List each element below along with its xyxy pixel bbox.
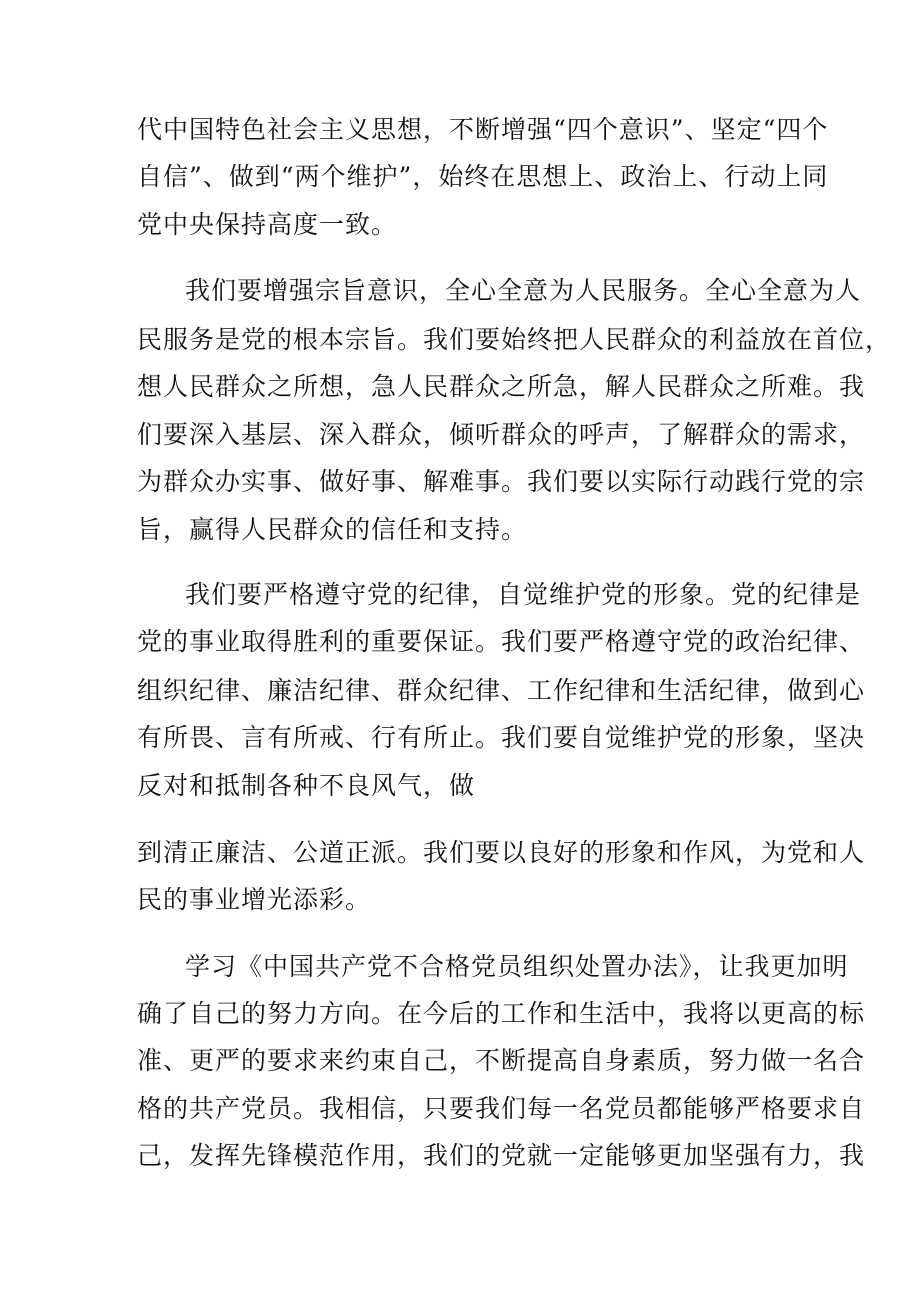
text-line: 己，发挥先锋模范作用，我们的党就一定能够更加坚强有力，我	[137, 1141, 866, 1170]
text-line: 组织纪律、廉洁纪律、群众纪律、工作纪律和生活纪律，做到心	[137, 676, 866, 705]
text-line: 党中央保持高度一致。	[137, 210, 398, 239]
text-line: 自信”、做到“两个维护”，始终在思想上、政治上、行动上同	[137, 162, 829, 191]
text-line: 旨，赢得人民群众的信任和支持。	[137, 515, 528, 544]
text-line: 我们要严格遵守党的纪律，自觉维护党的形象。党的纪律是	[185, 580, 862, 609]
text-line: 到清正廉洁、公道正派。我们要以良好的形象和作风，为党和人	[137, 838, 866, 867]
text-line: 有所畏、言有所戒、行有所止。我们要自觉维护党的形象，坚决	[137, 723, 866, 752]
text-line: 反对和抵制各种不良风气，做	[137, 771, 476, 800]
text-line: 代中国特色社会主义思想，不断增强“四个意识”、坚定“四个	[137, 115, 829, 144]
text-line: 准、更严的要求来约束自己，不断提高自身素质，努力做一名合	[137, 1046, 866, 1075]
text-line: 为群众办实事、做好事、解难事。我们要以实际行动践行党的宗	[137, 467, 866, 496]
text-line: 我们要增强宗旨意识，全心全意为人民服务。全心全意为人	[185, 276, 862, 305]
text-line: 格的共产党员。我相信，只要我们每一名党员都能够严格要求自	[137, 1094, 866, 1123]
text-line: 们要深入基层、深入群众，倾听群众的呼声，了解群众的需求，	[137, 420, 866, 449]
text-line: 想人民群众之所想，急人民群众之所急，解人民群众之所难。我	[137, 372, 866, 401]
text-line: 确了自己的努力方向。在今后的工作和生活中，我将以更高的标	[137, 999, 866, 1028]
text-line: 民的事业增光添彩。	[137, 885, 372, 914]
text-line: 民服务是党的根本宗旨。我们要始终把人民群众的利益放在首位，	[137, 325, 892, 354]
text-line: 党的事业取得胜利的重要保证。我们要严格遵守党的政治纪律、	[137, 627, 866, 656]
text-line: 学习《中国共产党不合格党员组织处置办法》，让我更加明	[185, 952, 849, 981]
